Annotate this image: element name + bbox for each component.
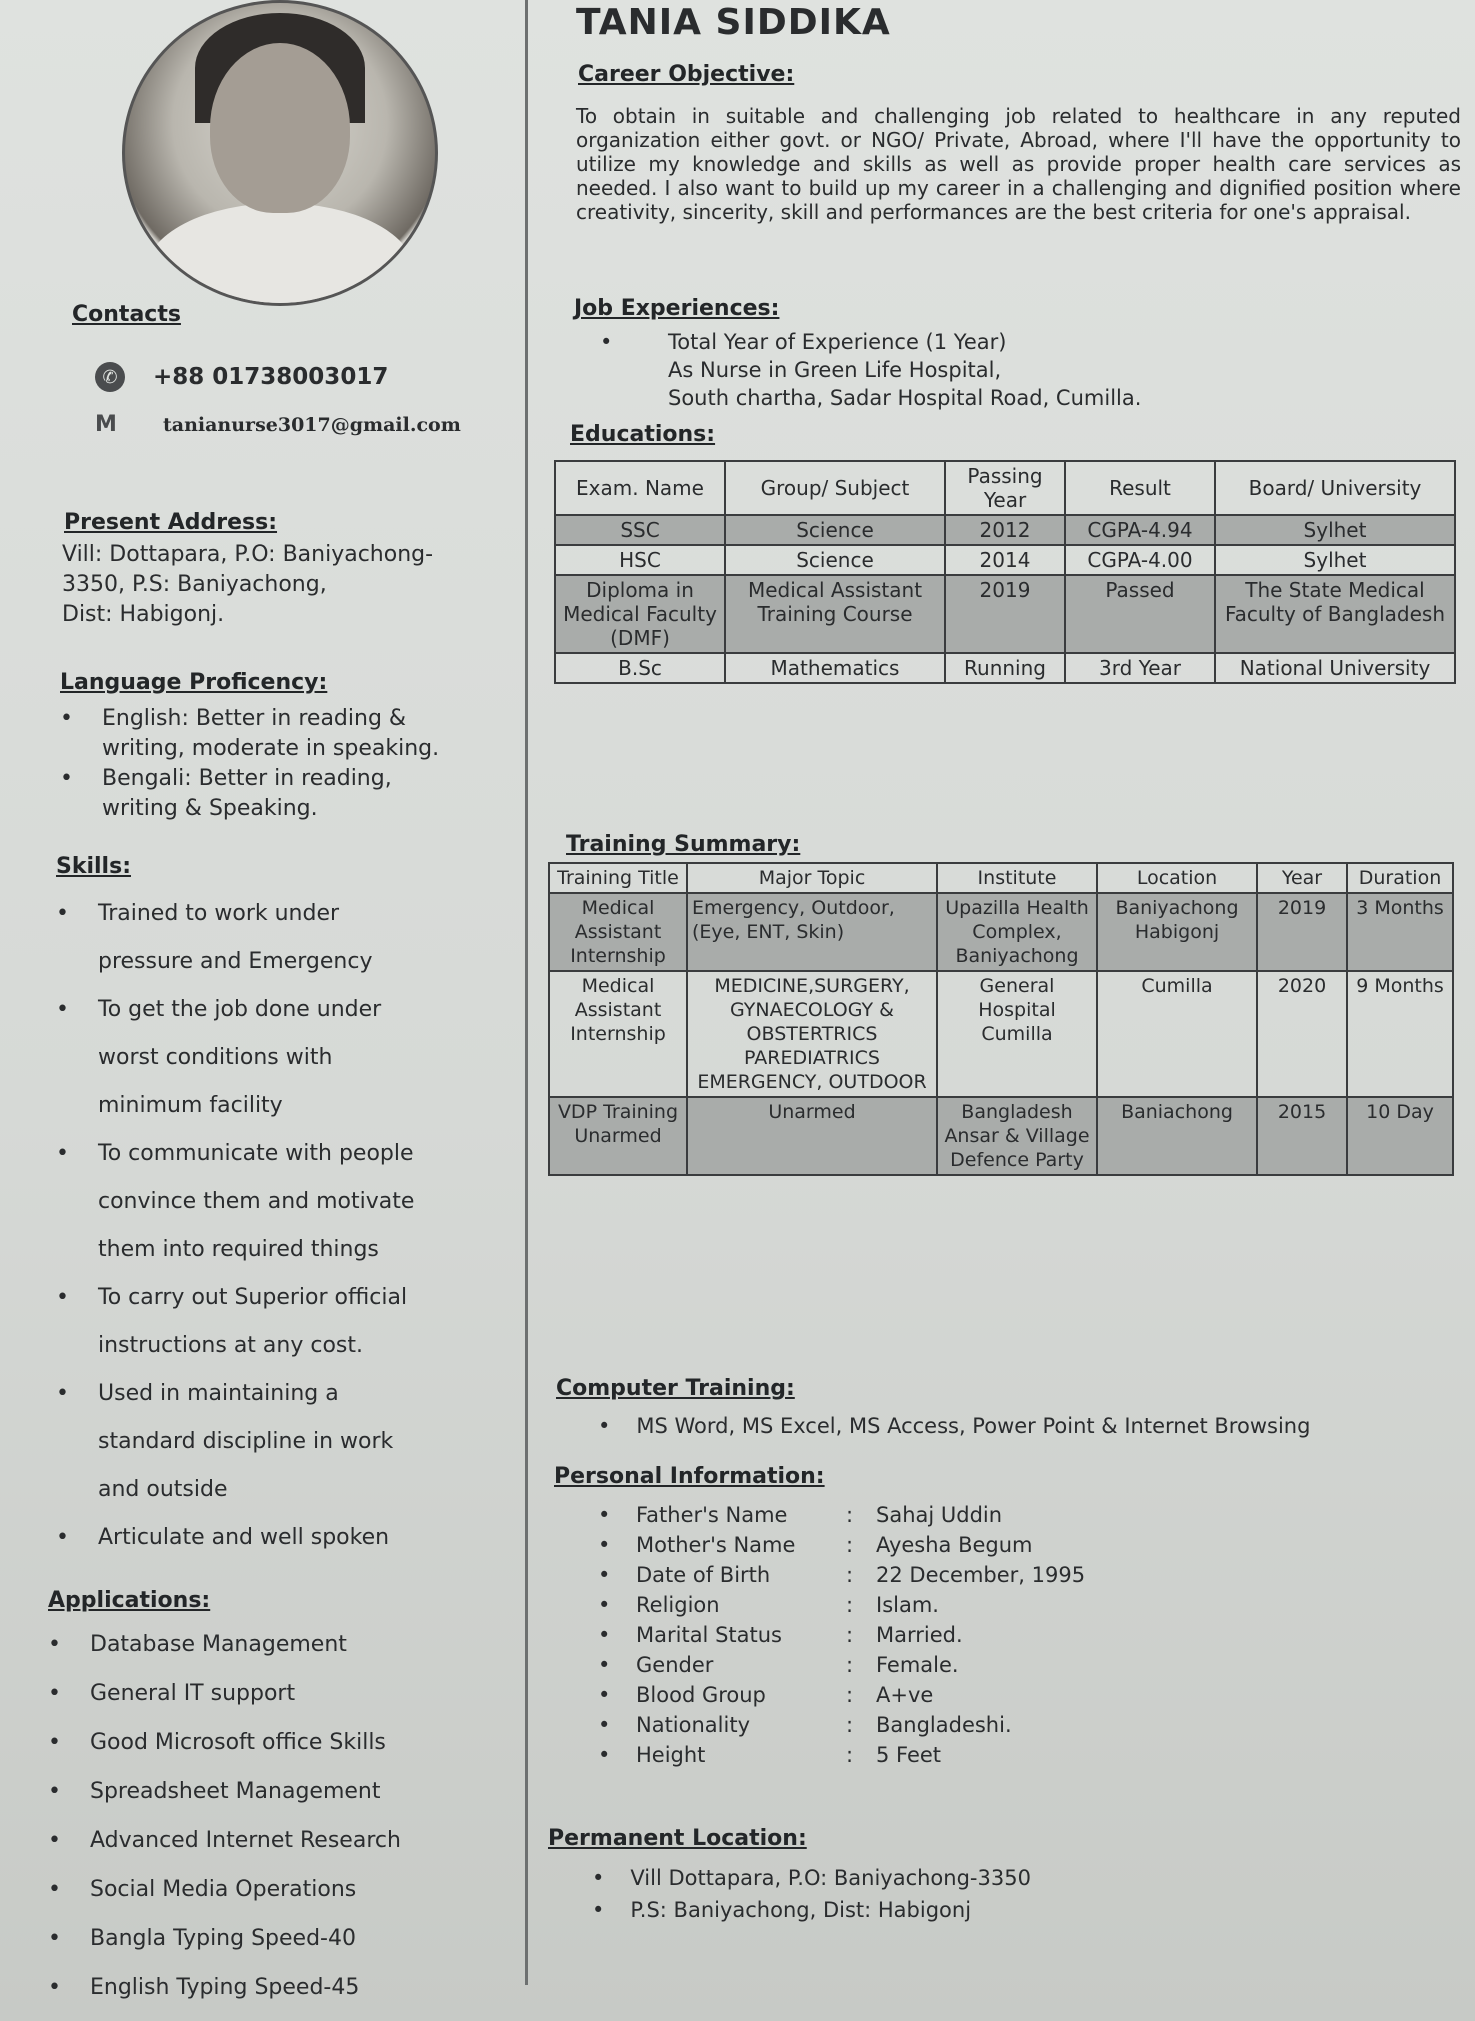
- personal-info-row: • Religion : Islam.: [598, 1593, 939, 1617]
- address-line: 3350, P.S: Baniyachong,: [62, 572, 327, 597]
- computer-training-heading: Computer Training:: [556, 1376, 795, 1401]
- table-row: Diploma in Medical Faculty (DMF) Medical Assistant Training Course 2019 Passed The State Medical Faculty of Bangladesh: [555, 575, 1455, 653]
- present-address-heading: Present Address:: [64, 510, 278, 535]
- skill-item: • To carry out Superior official instructions at any cost.: [56, 1274, 476, 1370]
- language-item: • English: Better in reading & writing, moderate in speaking.: [60, 704, 480, 764]
- application-item: • Good Microsoft office Skills: [48, 1718, 478, 1767]
- application-item: • Spreadsheet Management: [48, 1767, 478, 1816]
- table-header: Major Topic: [687, 863, 937, 893]
- educations-heading: Educations:: [570, 422, 716, 447]
- personal-info-row: • Date of Birth : 22 December, 1995: [598, 1563, 1086, 1587]
- applications-list: [48, 1620, 478, 2012]
- table-row: Medical Assistant Internship Emergency, Outdoor, (Eye, ENT, Skin) Upazilla Health Complex, Baniyachong Baniyachong Habigonj 2019 3 Months: [549, 893, 1453, 971]
- email-row: [95, 414, 461, 436]
- table-header: Institute: [937, 863, 1097, 893]
- contacts-heading: Contacts: [72, 302, 181, 327]
- personal-info-row: • Nationality : Bangladeshi.: [598, 1713, 1012, 1737]
- training-header-row: [549, 863, 1453, 893]
- application-item: • Social Media Operations: [48, 1865, 478, 1914]
- table-header: Training Title: [549, 863, 687, 893]
- skill-item: • To get the job done under worst conditions with minimum facility: [56, 986, 476, 1130]
- column-divider: [525, 0, 528, 1985]
- skills-list: [56, 890, 476, 1562]
- table-header: Passing Year: [945, 461, 1065, 515]
- job-experience-item: • Total Year of Experience (1 Year) As Nurse in Green Life Hospital, South chartha, Sadar Hospital Road, Cumilla.: [600, 330, 1142, 410]
- table-header: Board/ University: [1215, 461, 1455, 515]
- language-item: • Bengali: Better in reading, writing & Speaking.: [60, 764, 480, 824]
- skill-item: • Used in maintaining a standard discipline in work and outside: [56, 1370, 476, 1514]
- table-row: SSC Science 2012 CGPA-4.94 Sylhet: [555, 515, 1455, 545]
- education-table: [554, 460, 1456, 684]
- bullet: •: [600, 330, 613, 354]
- table-header: Result: [1065, 461, 1215, 515]
- personal-info-row: • Blood Group : A+ve: [598, 1683, 934, 1707]
- present-address: [62, 540, 433, 630]
- phone-icon: ✆: [95, 362, 125, 392]
- candidate-name: TANIA SIDDIKA: [576, 2, 891, 43]
- application-item: • Bangla Typing Speed-40: [48, 1914, 478, 1963]
- table-row: B.Sc Mathematics Running 3rd Year National University: [555, 653, 1455, 683]
- computer-training-item: • MS Word, MS Excel, MS Access, Power Point & Internet Browsing: [598, 1414, 1311, 1438]
- table-row: HSC Science 2014 CGPA-4.00 Sylhet: [555, 545, 1455, 575]
- personal-info-row: • Marital Status : Married.: [598, 1623, 963, 1647]
- application-item: • English Typing Speed-45: [48, 1963, 478, 2012]
- application-item: • General IT support: [48, 1669, 478, 1718]
- address-line: Vill: Dottapara, P.O: Baniyachong-: [62, 542, 434, 567]
- profile-photo: [122, 0, 438, 306]
- personal-info-row: • Father's Name : Sahaj Uddin: [598, 1503, 1003, 1527]
- skills-heading: Skills:: [56, 854, 131, 879]
- language-list: [60, 704, 480, 824]
- career-objective-heading: Career Objective:: [578, 62, 795, 87]
- phone-number: +88 01738003017: [153, 364, 389, 390]
- table-header: Group/ Subject: [725, 461, 945, 515]
- personal-information-heading: Personal Information:: [554, 1464, 825, 1489]
- permanent-location-item: • P.S: Baniyachong, Dist: Habigonj: [592, 1898, 972, 1922]
- training-summary-heading: Training Summary:: [566, 832, 801, 857]
- table-header: Year: [1257, 863, 1347, 893]
- phone-row: [95, 362, 388, 392]
- bullet: •: [598, 1414, 611, 1438]
- application-item: • Advanced Internet Research: [48, 1816, 478, 1865]
- language-heading: Language Proficency:: [60, 670, 328, 695]
- personal-info-row: • Height : 5 Feet: [598, 1743, 942, 1767]
- training-table: [548, 862, 1454, 1176]
- education-header-row: [555, 461, 1455, 515]
- table-header: Duration: [1347, 863, 1453, 893]
- skill-item: • To communicate with people convince them and motivate them into required things: [56, 1130, 476, 1274]
- application-item: • Database Management: [48, 1620, 478, 1669]
- permanent-location-heading: Permanent Location:: [548, 1826, 807, 1851]
- personal-info-row: • Mother's Name : Ayesha Begum: [598, 1533, 1033, 1557]
- skill-item: • Trained to work under pressure and Emergency: [56, 890, 476, 986]
- job-experiences-heading: Job Experiences:: [574, 296, 780, 321]
- table-header: Exam. Name: [555, 461, 725, 515]
- permanent-location-list: [592, 1862, 1031, 1926]
- table-row: Medical Assistant Internship MEDICINE,SURGERY, GYNAECOLOGY & OBSTERTRICS PAREDIATRICS EMERGENCY, OUTDOOR General Hospital Cumilla Cumilla 2020 9 Months: [549, 971, 1453, 1097]
- personal-information-list: [598, 1500, 1085, 1770]
- permanent-location-item: • Vill Dottapara, P.O: Baniyachong-3350: [592, 1866, 1031, 1890]
- skill-item: • Articulate and well spoken: [56, 1514, 476, 1562]
- address-line: Dist: Habigonj.: [62, 602, 225, 627]
- email-address: tanianurse3017@gmail.com: [163, 414, 461, 436]
- mail-icon: M: [95, 412, 117, 437]
- applications-heading: Applications:: [48, 1588, 211, 1613]
- table-row: VDP Training Unarmed Unarmed Bangladesh Ansar & Village Defence Party Baniachong 2015 10 Day: [549, 1097, 1453, 1175]
- right-column: [540, 0, 1465, 2021]
- table-header: Location: [1097, 863, 1257, 893]
- personal-info-row: • Gender : Female.: [598, 1653, 959, 1677]
- left-column: [0, 0, 520, 2021]
- career-objective-text: To obtain in suitable and challenging job related to healthcare in any reputed organization either govt. or NGO/ Private, Abroad, where I'll have the opportunity to utilize my knowledge and skills as well as provide proper health care services as needed. I also want to build up my career in a challenging and dignified position where creativity, sincerity, skill and performances are the best criteria for one's appraisal.: [576, 104, 1461, 224]
